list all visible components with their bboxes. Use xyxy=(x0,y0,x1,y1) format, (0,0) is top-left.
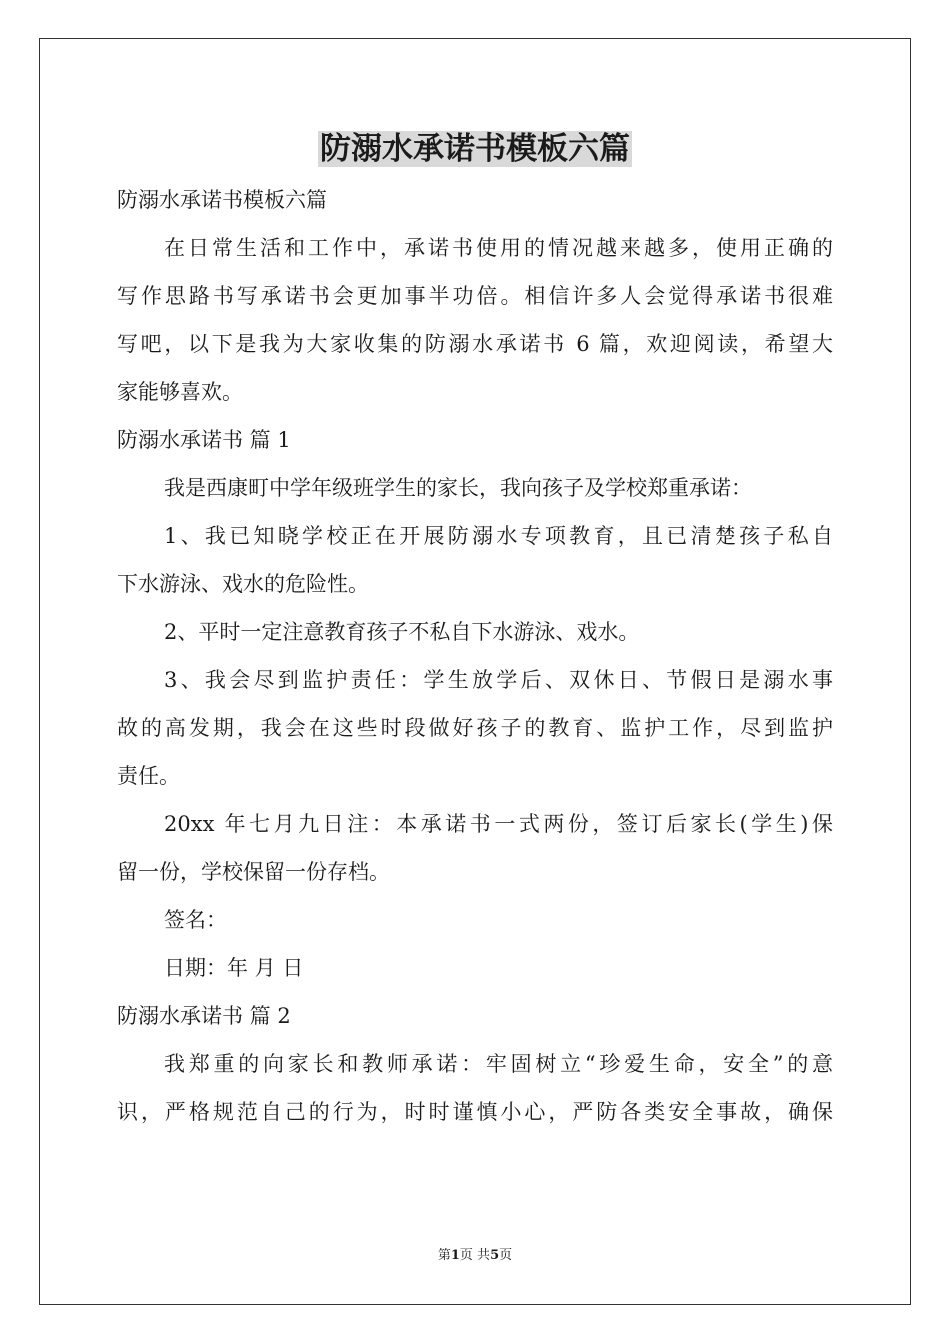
text-line: 责任。 xyxy=(117,764,180,788)
text-line: 识，严格规范自己的行为，时时谨慎小心，严防各类安全事故，确保 xyxy=(117,1100,833,1124)
footer-page-total: 5 xyxy=(490,1248,500,1263)
document-title-text: 防溺水承诺书模板六篇 xyxy=(320,131,630,167)
text-line: 防溺水承诺书 篇 1 xyxy=(117,428,291,452)
text-line: 我郑重的向家长和教师承诺：牢固树立“珍爱生命，安全”的意 xyxy=(164,1052,833,1076)
footer-page-current: 1 xyxy=(450,1248,460,1263)
text-line: 防溺水承诺书 篇 2 xyxy=(117,1004,291,1028)
footer-page-mid: 页 共 xyxy=(459,1248,491,1263)
text-line: 日期：年 月 日 xyxy=(164,956,304,980)
text-line: 家能够喜欢。 xyxy=(117,380,243,404)
text-line: 20xx 年七月九日注：本承诺书一式两份，签订后家长(学生)保 xyxy=(164,812,833,836)
text-line: 写作思路书写承诺书会更加事半功倍。相信许多人会觉得承诺书很难 xyxy=(117,284,833,308)
text-line: 留一份，学校保留一份存档。 xyxy=(117,860,390,884)
text-line: 防溺水承诺书模板六篇 xyxy=(117,188,327,212)
text-line: 签名： xyxy=(164,908,227,932)
text-line: 1、我已知晓学校正在开展防溺水专项教育，且已清楚孩子私自 xyxy=(164,524,833,548)
document-title xyxy=(0,126,950,172)
text-line: 在日常生活和工作中，承诺书使用的情况越来越多，使用正确的 xyxy=(164,236,833,260)
text-line: 下水游泳、戏水的危险性。 xyxy=(117,572,369,596)
footer-page-suffix: 页 xyxy=(499,1248,513,1263)
document-body xyxy=(117,176,833,1136)
text-line: 3、我会尽到监护责任：学生放学后、双休日、节假日是溺水事 xyxy=(164,668,833,692)
text-line: 2、平时一定注意教育孩子不私自下水游泳、戏水。 xyxy=(164,620,640,644)
page-footer xyxy=(0,1246,950,1266)
text-line: 故的高发期，我会在这些时段做好孩子的教育、监护工作，尽到监护 xyxy=(117,716,833,740)
text-line: 写吧，以下是我为大家收集的防溺水承诺书 6 篇，欢迎阅读，希望大 xyxy=(117,332,833,356)
footer-page-prefix: 第 xyxy=(437,1248,451,1263)
text-line: 我是西康町中学年级班学生的家长，我向孩子及学校郑重承诺： xyxy=(164,476,752,500)
